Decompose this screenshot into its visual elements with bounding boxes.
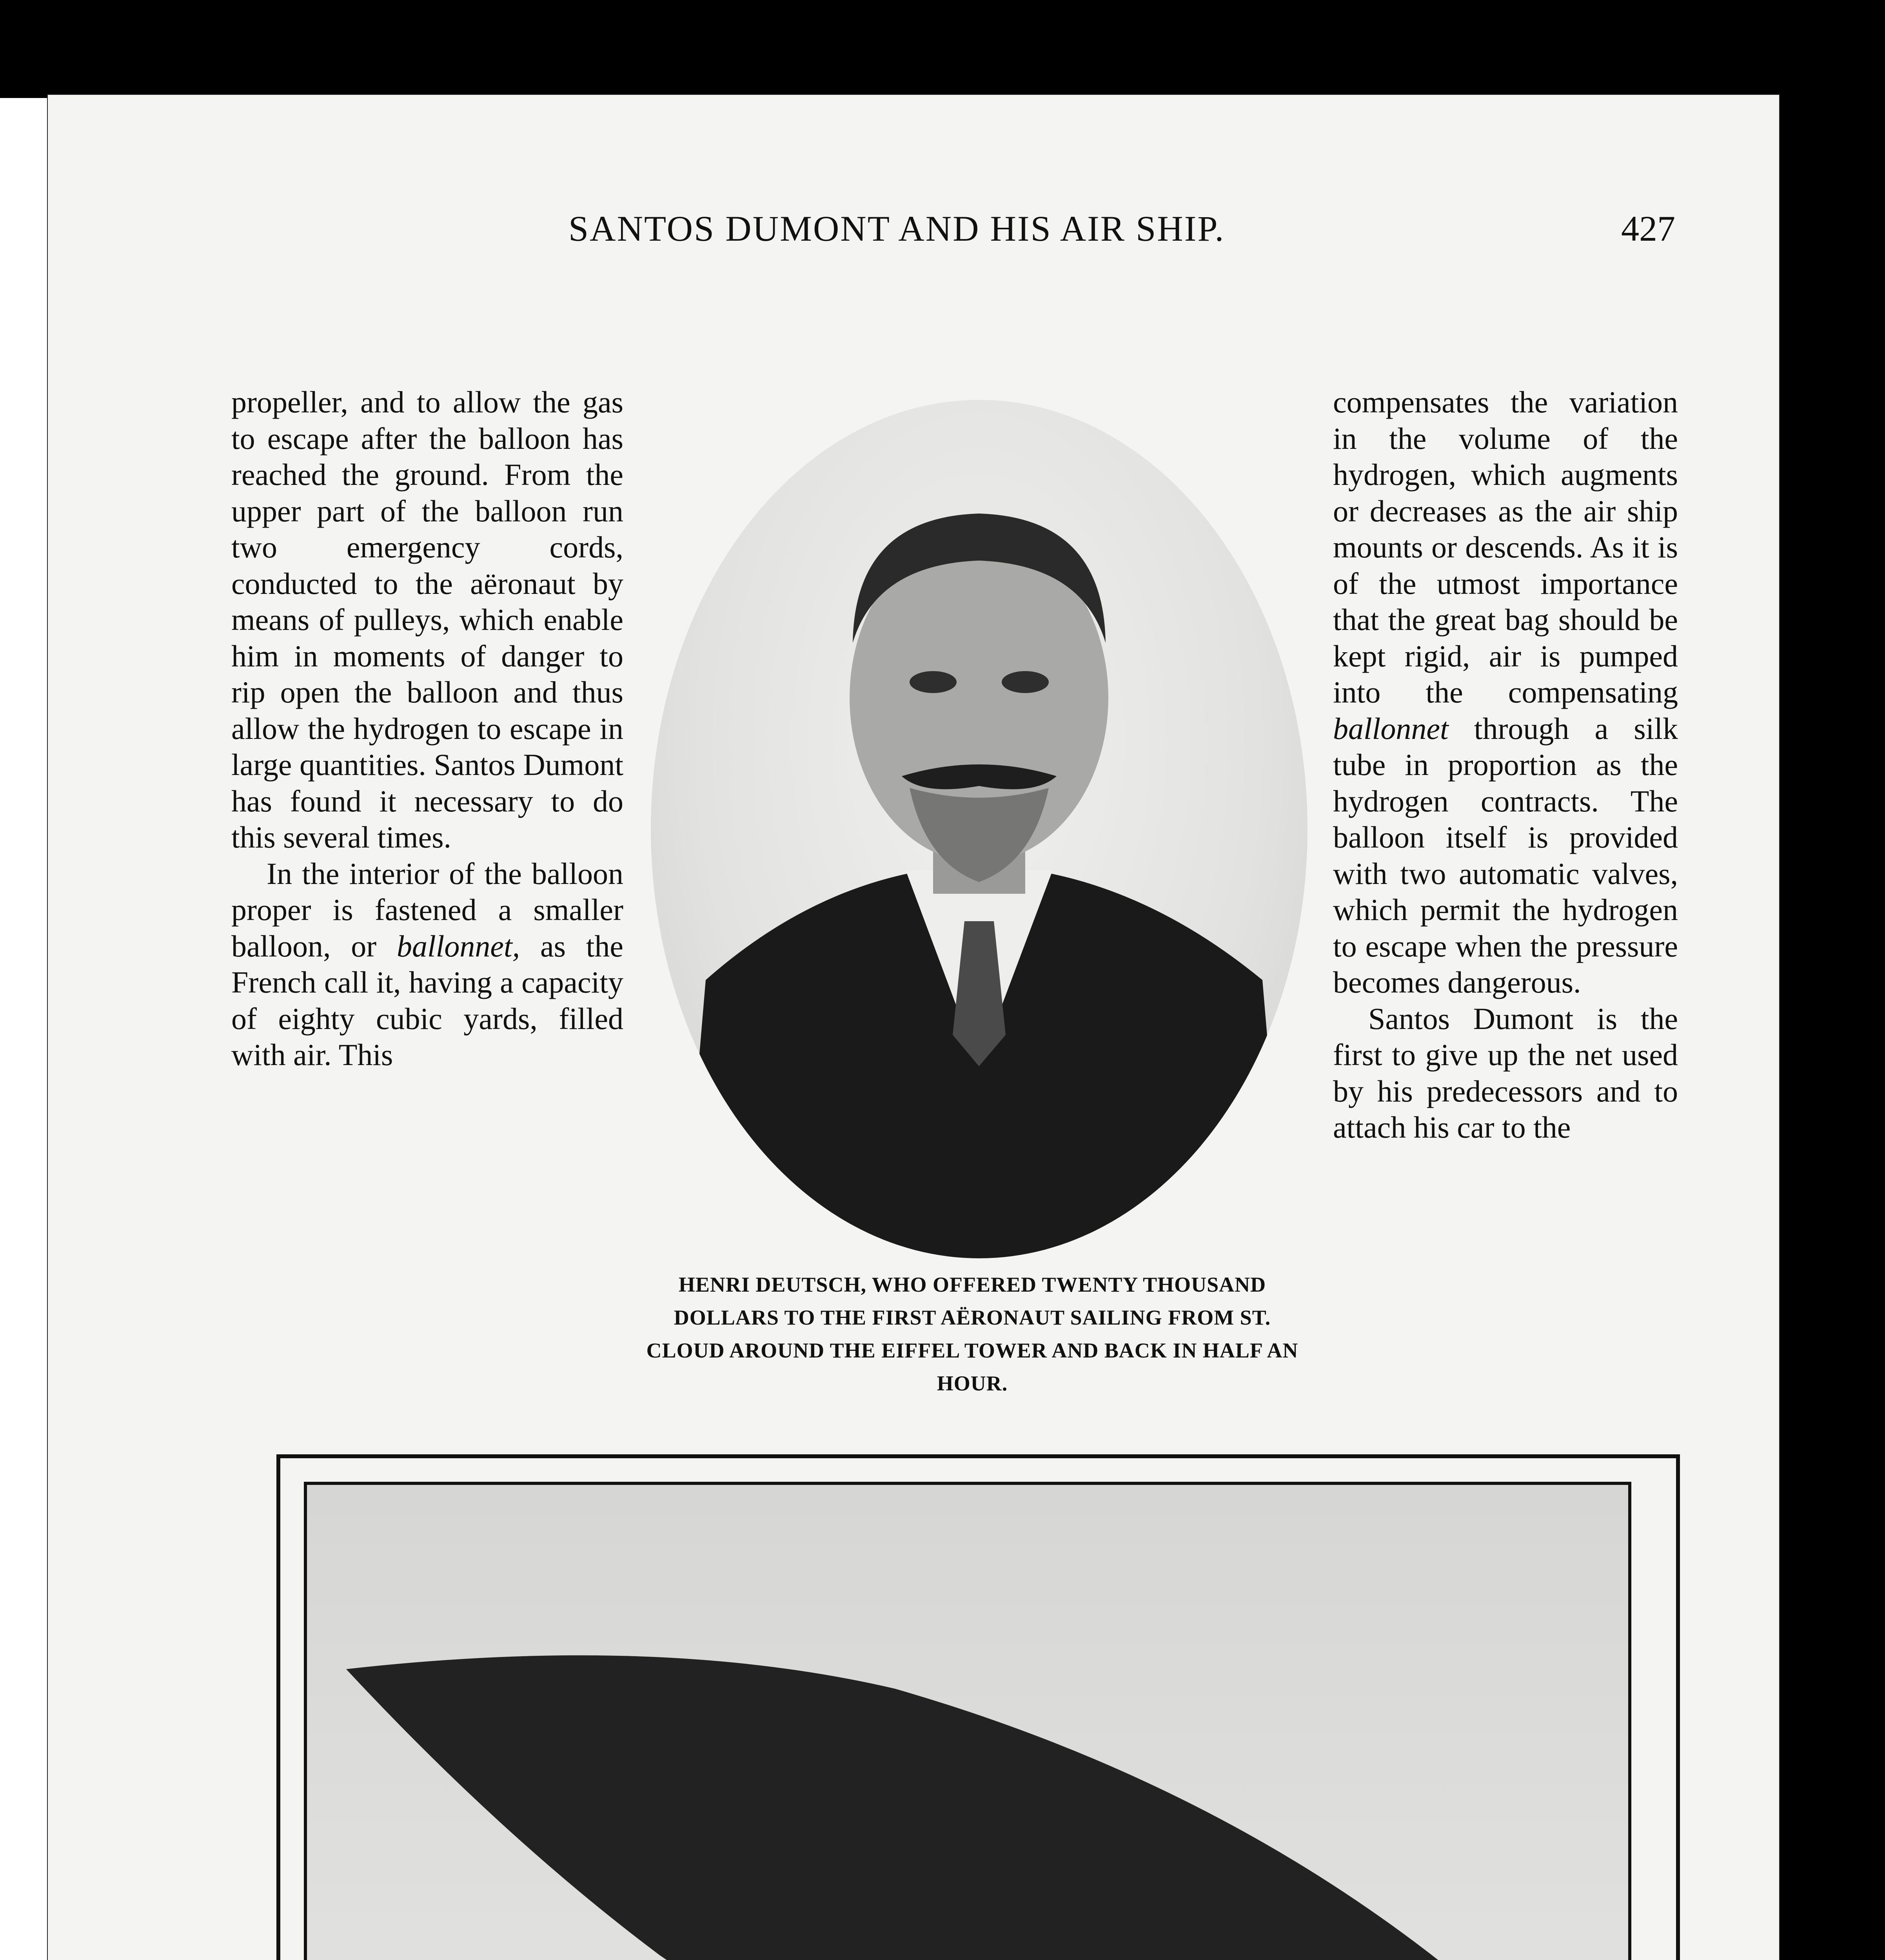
left-paragraph-1: propeller, and to allow the gas to escape after the balloon has reached the ground. From the upper part of the balloon run two emergency cords, conducted to the aëronaut by means of pulleys, which enable him in moments of danger to rip open the balloon and thus allow the hydrogen to escape in large quantities. Santos Dumont has found it necessary to do this several times. xyxy=(231,385,623,854)
ballonnet-term: ballonnet, xyxy=(397,929,520,963)
portrait-illustration xyxy=(651,400,1308,1258)
portrait-photo xyxy=(651,400,1308,1258)
left-paragraph-2 xyxy=(231,856,623,1073)
portrait-caption: HENRI DEUTSCH, WHO OFFERED TWENTY THOUSAND DOLLARS TO THE FIRST AËRONAUT SAILING FROM ST. CLOUD AROUND THE EIFFEL TOWER AND BACK IN HALF AN HOUR. xyxy=(646,1273,1298,1395)
right-paragraph-1-end: through a silk tube in proportion as the hydrogen contracts. The balloon itself is provided with two automatic valves, which permit the hydrogen to escape when the pressure becomes dangerous. xyxy=(1333,711,1678,999)
page-number: 427 xyxy=(1621,209,1675,249)
magazine-page xyxy=(47,94,1780,1960)
right-text-column xyxy=(1333,384,1678,1146)
right-paragraph-2: Santos Dumont is the first to give up the net used by his predecessors and to attach his car to the xyxy=(1333,1001,1678,1144)
page-header xyxy=(47,208,1780,251)
right-paragraph-1 xyxy=(1333,384,1678,1001)
right-eye xyxy=(1002,671,1049,693)
left-paragraph-2-start: In the interior of the balloon proper is fastened a smaller balloon, or xyxy=(231,856,623,963)
airship-photo-frame xyxy=(276,1454,1680,1960)
running-title: SANTOS DUMONT AND HIS AIR SHIP. xyxy=(568,209,1225,249)
right-paragraph-1-start: compensates the variation in the volume of the hydrogen, which augments or decreases as the air ship mounts or descends. As it is of the utmost importance that the great bag should be kept rigid, air is pumped into the compensating xyxy=(1333,385,1678,709)
ballonnet-term-2: ballonnet xyxy=(1333,711,1449,746)
left-paragraph-2-end: as the French call it, having a capacity of eighty cubic yards, filled with air. This xyxy=(231,929,623,1072)
beard xyxy=(910,788,1049,882)
airship-photo xyxy=(304,1482,1631,1960)
left-text-column xyxy=(231,384,623,1073)
airship-illustration xyxy=(307,1485,1628,1960)
left-eye xyxy=(910,671,957,693)
